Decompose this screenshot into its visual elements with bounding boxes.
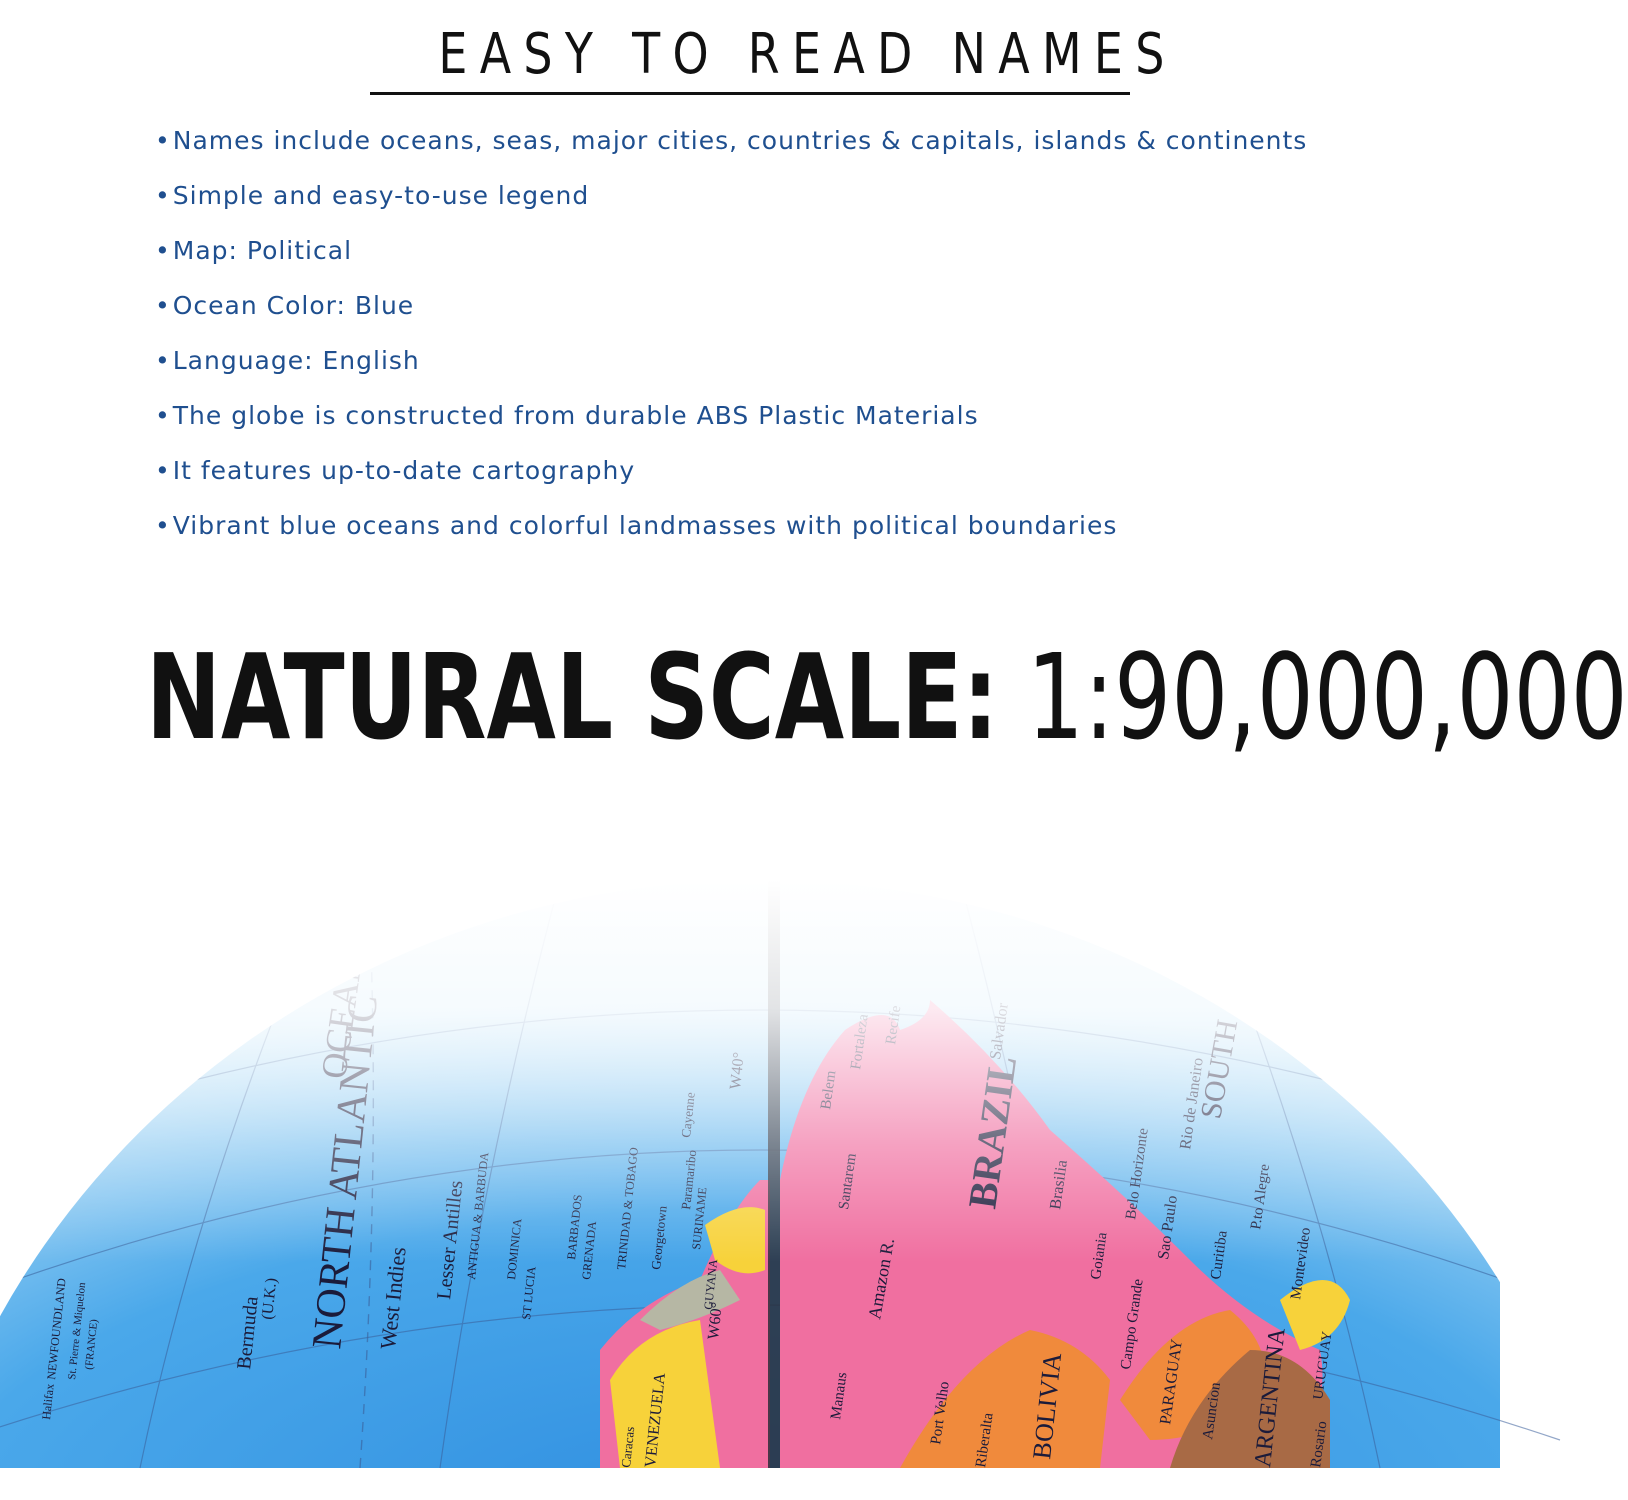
feature-list [155,120,1307,560]
bullet-icon: • [155,181,171,210]
feature-text: Vibrant blue oceans and colorful landmasses with political boundaries [172,511,1118,540]
bullet-icon: • [155,456,171,485]
top-fade-overlay [0,880,1500,1468]
feature-item [155,505,1307,560]
bullet-icon: • [155,291,171,320]
scale-value: 1:90,000,000 [1026,628,1628,766]
feature-text: It features up-to-date cartography [172,456,636,485]
feature-text: Map: Political [172,236,353,265]
feature-item [155,230,1307,285]
scale-label: NATURAL SCALE: [146,628,999,766]
feature-text: The globe is constructed from durable ABS Plastic Materials [172,401,979,430]
heading-underline [370,92,1130,95]
feature-text: Language: English [172,346,420,375]
feature-text: Ocean Color: Blue [172,291,415,320]
feature-item [155,120,1307,175]
feature-item [155,285,1307,340]
feature-item [155,175,1307,230]
bullet-icon: • [155,511,171,540]
globe-image [0,880,1500,1468]
feature-item [155,450,1307,505]
natural-scale [146,628,1628,766]
bullet-icon: • [155,126,171,155]
bullet-icon: • [155,401,171,430]
feature-text: Names include oceans, seas, major cities, countries & capitals, islands & continents [172,126,1308,155]
feature-item [155,340,1307,395]
feature-item [155,395,1307,450]
bullet-icon: • [155,236,171,265]
section-heading: EASY TO READ NAMES [438,22,1177,87]
bullet-icon: • [155,346,171,375]
feature-text: Simple and easy-to-use legend [172,181,590,210]
globe-illustration [0,880,1500,1468]
